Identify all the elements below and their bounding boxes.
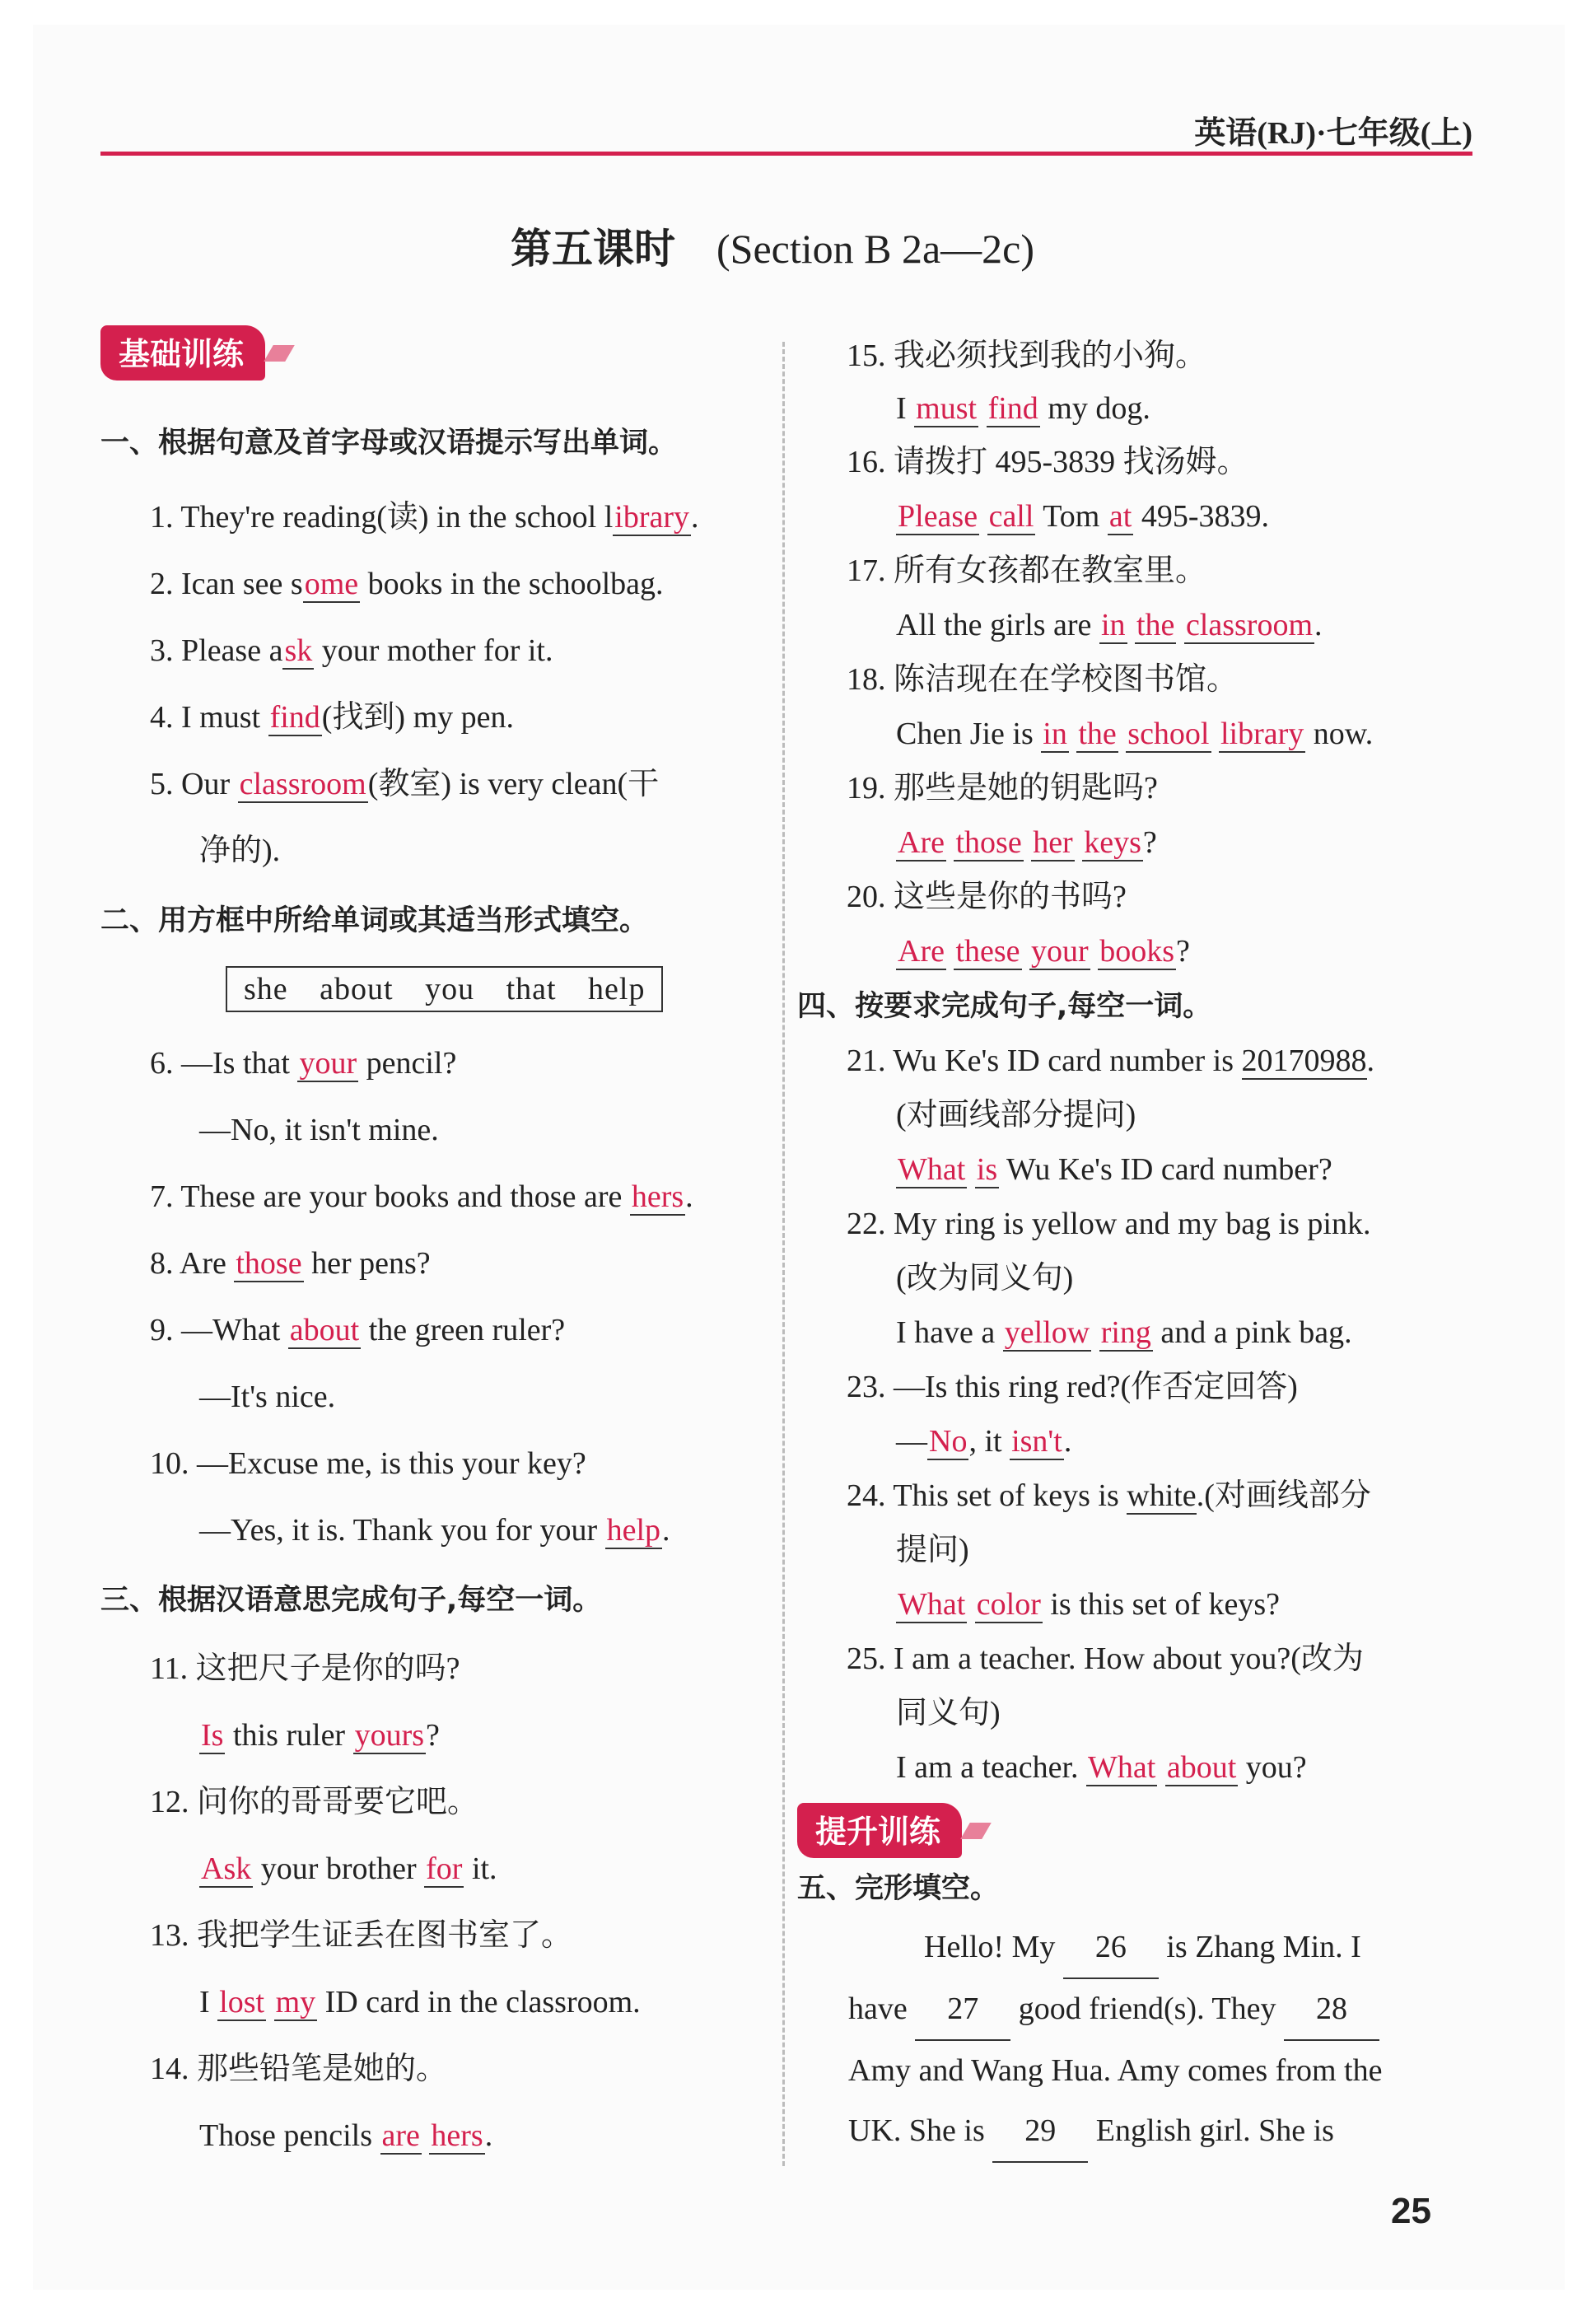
question-7: 7. These are your books and those are hers.	[150, 1179, 693, 1214]
question-20: 20. 这些是你的书吗?	[847, 880, 1127, 914]
answer: about	[1166, 1750, 1237, 1785]
question-9: 9. —What about the green ruler?	[150, 1313, 566, 1347]
question-11-answer: Is this ruler yours?	[201, 1718, 440, 1753]
answer: ibrary	[614, 500, 689, 535]
answer: at	[1108, 499, 1132, 534]
question-19-answer: Are those her keys?	[898, 825, 1157, 860]
answer: is	[976, 1152, 998, 1187]
header-rule	[100, 152, 1472, 156]
answer: library	[1220, 717, 1304, 751]
question-13-answer: I lost my ID card in the classroom.	[199, 1985, 641, 2019]
question-13: 13. 我把学生证丢在图书室了。	[150, 1918, 573, 1953]
question-15-answer: I must find my dog.	[896, 391, 1150, 426]
question-19: 19. 那些是她的钥匙吗?	[847, 771, 1158, 805]
answer: for	[426, 1851, 463, 1886]
section-4-heading: 四、按要求完成句子,每空一词。	[797, 990, 1212, 1023]
question-20-answer: Are these your books?	[898, 934, 1190, 969]
question-2: 2. Ican see some books in the schoolbag.	[150, 567, 664, 601]
answer: What	[898, 1587, 966, 1622]
header-text: 英语(RJ)·七年级(上)	[1194, 116, 1472, 151]
answer: Are	[898, 825, 945, 860]
question-10: 10. —Excuse me, is this your key?	[150, 1446, 586, 1481]
answer: keys	[1084, 825, 1141, 860]
question-5: 5. Our classroom(教室) is very clean(干	[150, 767, 660, 801]
answer: her	[1033, 825, 1073, 860]
question-24: 24. This set of keys is white.(对画线部分	[847, 1478, 1371, 1513]
answer: hers	[431, 2118, 483, 2153]
question-22-answer: I have a yellow ring and a pink bag.	[896, 1315, 1352, 1350]
answer: are	[381, 2118, 420, 2153]
tag-basic: 基础训练	[100, 325, 265, 381]
answer: about	[289, 1313, 360, 1347]
question-23-answer: —No, it isn't.	[896, 1424, 1072, 1459]
answer: Ask	[201, 1851, 252, 1886]
answer: What	[1088, 1750, 1156, 1785]
answer: sk	[284, 633, 313, 668]
answer: yellow	[1004, 1315, 1090, 1350]
question-18: 18. 陈洁现在在学校图书馆。	[847, 662, 1239, 697]
tag-advanced: 提升训练	[797, 1803, 962, 1858]
title-section: (Section B 2a—2c)	[716, 226, 1035, 272]
cloze-line-1: Hello! My 26 is Zhang Min. I	[797, 1917, 1472, 1979]
cloze-line-4: UK. She is 29 English girl. She is	[797, 2101, 1472, 2163]
cloze-line-3: Amy and Wang Hua. Amy comes from the	[848, 2053, 1383, 2088]
question-6: 6. —Is that your pencil?	[150, 1046, 457, 1081]
section-3-heading: 三、根据汉语意思完成句子,每空一词。	[100, 1584, 602, 1617]
answer: isn't	[1011, 1424, 1062, 1459]
question-22-instruction: (改为同义句)	[896, 1261, 1074, 1296]
question-6-reply: —No, it isn't mine.	[199, 1113, 439, 1147]
answer: those	[236, 1246, 302, 1281]
left-column	[100, 325, 784, 2169]
word-box: she about you that help	[226, 966, 663, 1012]
question-21: 21. Wu Ke's ID card number is 20170988.	[847, 1044, 1375, 1078]
answer: your	[1031, 934, 1089, 969]
question-25-instruction: 同义句)	[896, 1696, 1001, 1730]
answer: ome	[304, 567, 359, 601]
cloze-line-2: have 27 good friend(s). They 28	[797, 1979, 1472, 2041]
blank-27[interactable]: 27	[915, 1979, 1010, 2041]
question-24-cont: 提问)	[896, 1533, 969, 1567]
question-24-answer: What color is this set of keys?	[898, 1587, 1281, 1622]
question-23: 23. —Is this ring red?(作否定回答)	[847, 1370, 1298, 1404]
question-16-answer: Please call Tom at 495-3839.	[898, 499, 1269, 534]
answer: hers	[631, 1179, 684, 1214]
underlined-part: 20170988	[1241, 1044, 1367, 1078]
title-zh: 第五课时	[511, 226, 675, 272]
question-25-answer: I am a teacher. What about you?	[896, 1750, 1307, 1785]
question-8: 8. Are those her pens?	[150, 1246, 431, 1281]
answer: in	[1100, 608, 1126, 642]
answer: color	[976, 1587, 1041, 1622]
question-21-answer: What is Wu Ke's ID card number?	[898, 1152, 1332, 1187]
question-14: 14. 那些铅笔是她的。	[150, 2052, 448, 2086]
answer: help	[606, 1513, 661, 1548]
right-column	[797, 329, 1472, 2163]
answer: Please	[898, 499, 978, 534]
answer: call	[988, 499, 1034, 534]
section-2-heading: 二、用方框中所给单词或其适当形式填空。	[100, 904, 649, 937]
answer: must	[916, 391, 978, 426]
question-22: 22. My ring is yellow and my bag is pink.	[847, 1207, 1371, 1241]
answer: Is	[201, 1718, 224, 1753]
answer: What	[898, 1152, 966, 1187]
question-14-answer: Those pencils are hers.	[199, 2118, 493, 2153]
answer: these	[955, 934, 1020, 969]
answer: classroom	[1185, 608, 1314, 642]
answer: find	[987, 391, 1038, 426]
answer: lost	[219, 1985, 265, 2019]
answer: the	[1136, 608, 1175, 642]
answer: in	[1043, 717, 1067, 751]
question-25: 25. I am a teacher. How about you?(改为	[847, 1641, 1364, 1676]
answer: my	[275, 1985, 316, 2019]
section-1-heading: 一、根据句意及首字母或汉语提示写出单词。	[100, 427, 678, 460]
question-18-answer: Chen Jie is in the school library now.	[896, 717, 1374, 751]
blank-26[interactable]: 26	[1063, 1917, 1159, 1979]
answer: ring	[1100, 1315, 1151, 1350]
answer: classroom	[239, 767, 366, 801]
answer: school	[1127, 717, 1210, 751]
question-21-instruction: (对画线部分提问)	[896, 1098, 1136, 1132]
answer: yours	[354, 1718, 425, 1753]
answer: the	[1078, 717, 1117, 751]
question-17-answer: All the girls are in the classroom.	[896, 608, 1323, 642]
page-title	[511, 216, 1034, 275]
blank-28[interactable]: 28	[1284, 1979, 1379, 2041]
answer: Are	[898, 934, 945, 969]
answer: No	[929, 1424, 968, 1459]
question-17: 17. 所有女孩都在教室里。	[847, 553, 1207, 588]
question-16: 16. 请拨打 495-3839 找汤姆。	[847, 445, 1248, 479]
question-12: 12. 问你的哥哥要它吧。	[150, 1785, 479, 1819]
answer: your	[299, 1046, 357, 1081]
answer: find	[269, 700, 320, 735]
question-11: 11. 这把尺子是你的吗?	[150, 1651, 460, 1686]
question-9-reply: —It's nice.	[199, 1380, 336, 1414]
answer: those	[955, 825, 1022, 860]
question-5-cont: 净的).	[199, 833, 281, 868]
question-1: 1. They're reading(读) in the school library.	[150, 500, 699, 535]
question-3: 3. Please ask your mother for it.	[150, 633, 553, 668]
answer: books	[1099, 934, 1174, 969]
question-12-answer: Ask your brother for it.	[201, 1851, 497, 1886]
question-4: 4. I must find(找到) my pen.	[150, 700, 515, 735]
section-5-heading: 五、完形填空。	[797, 1872, 1000, 1905]
cloze-passage	[797, 1917, 1472, 2163]
page-number: 25	[1391, 2191, 1431, 2231]
underlined-part: white	[1127, 1478, 1197, 1513]
blank-29[interactable]: 29	[992, 2101, 1088, 2163]
question-15: 15. 我必须找到我的小狗。	[847, 339, 1207, 373]
question-10-reply: —Yes, it is. Thank you for your help.	[199, 1513, 670, 1548]
